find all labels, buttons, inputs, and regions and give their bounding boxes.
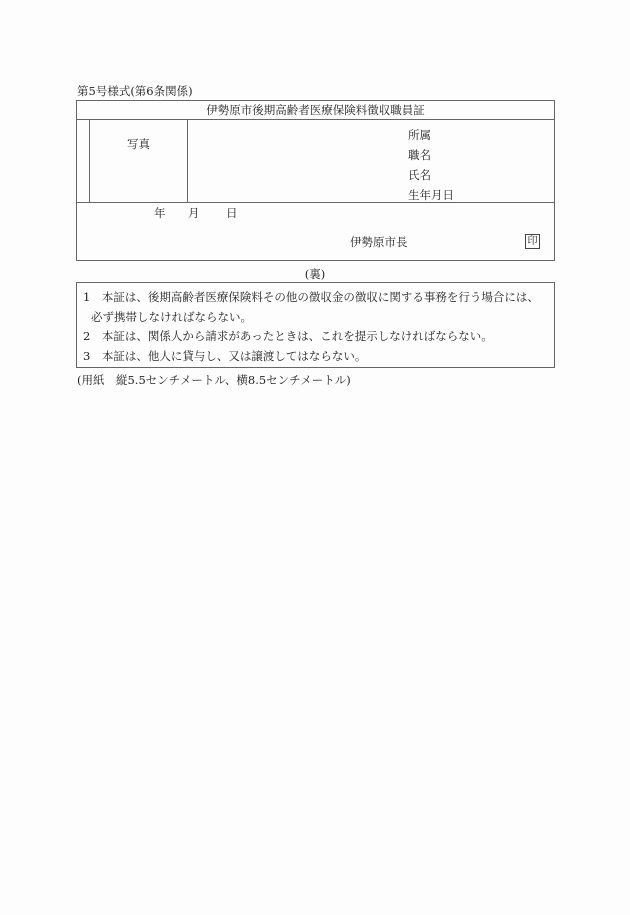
date-day: 日: [226, 206, 238, 220]
note-3: 3 本証は、他人に貸与し、又は譲渡してはならない。: [83, 348, 367, 363]
date-year: 年: [154, 206, 166, 220]
id-card-front: [76, 100, 555, 261]
card-title: 伊勢原市後期高齢者医療保険料徴収職員証: [77, 101, 554, 120]
paper-size-note: (用紙 縦5.5センチメートル、横8.5センチメートル): [77, 373, 351, 387]
divider: [77, 202, 554, 203]
notes-box: [76, 282, 555, 368]
photo-box: [89, 120, 188, 202]
note-2: 2 本証は、関係人から請求があったときは、これを提示しなければならない。: [83, 329, 493, 343]
field-name: 氏名: [408, 168, 431, 182]
seal-icon: 印: [525, 234, 540, 249]
card-fields: [408, 125, 454, 205]
issuer: 伊勢原市長: [350, 235, 408, 249]
date-month: 月: [188, 206, 200, 220]
back-label: (裏): [304, 267, 326, 281]
note-1: 1 本証は、後期高齢者医療保険料その他の徴収金の徴収に関する事務を行う場合には、: [83, 290, 539, 304]
field-affiliation: 所属: [408, 128, 431, 142]
field-birthdate: 生年月日: [408, 188, 454, 202]
note-1-cont: 必ず携帯しなければならない。: [91, 309, 252, 324]
field-position: 職名: [408, 148, 431, 162]
photo-label: 写真: [127, 137, 150, 151]
form-label: 第5号様式(第6条関係): [77, 84, 193, 98]
